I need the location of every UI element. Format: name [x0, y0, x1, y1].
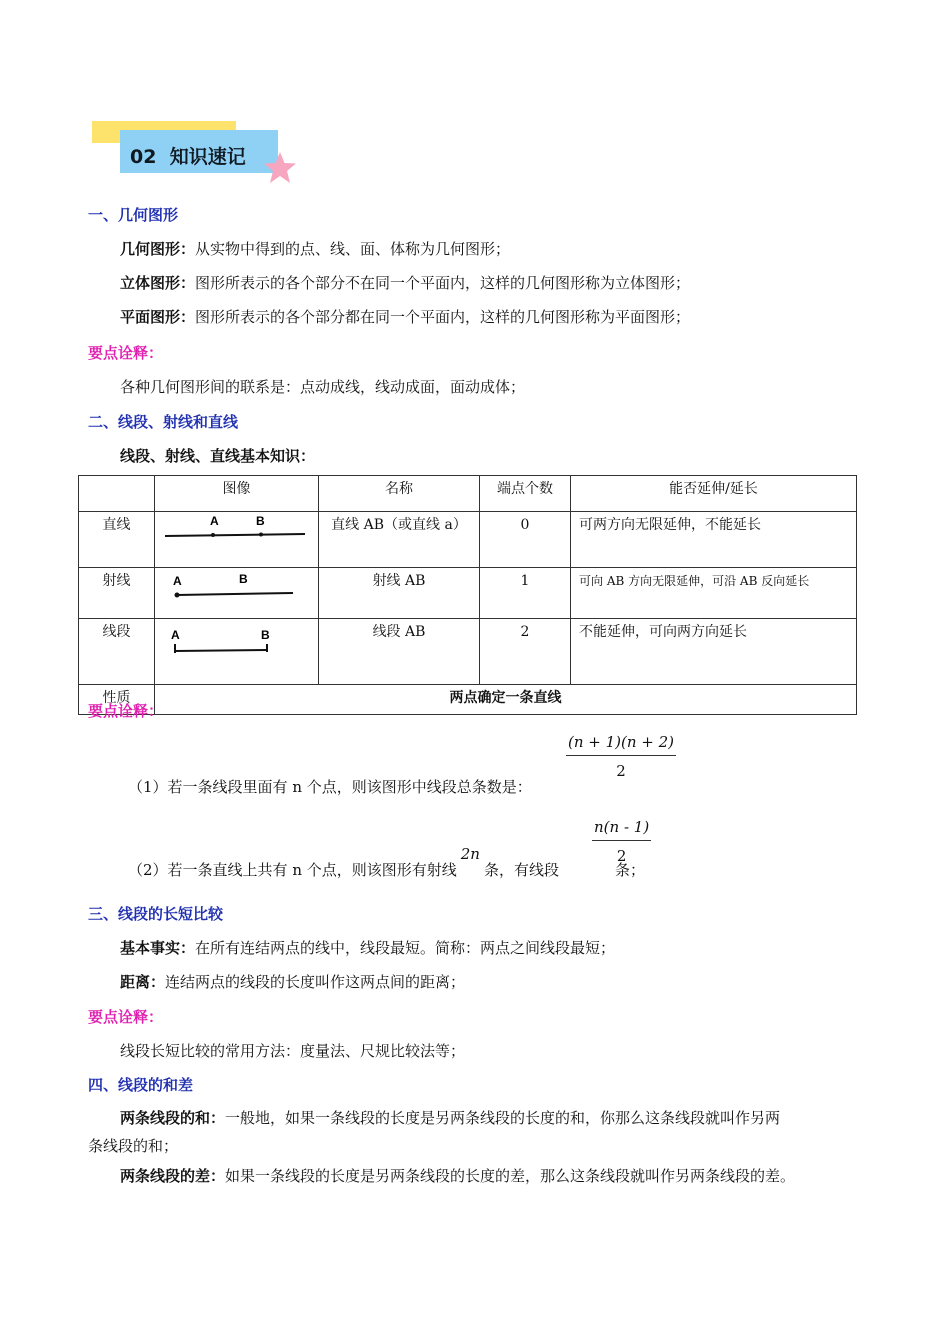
- svg-text:A: A: [210, 514, 219, 528]
- term-label: 立体图形：: [120, 274, 196, 292]
- s3-note-label: 要点诠释：: [88, 1008, 164, 1026]
- table-row: [79, 619, 857, 685]
- formula-rays: 2n: [460, 845, 480, 863]
- header-cell: 端点个数: [480, 476, 571, 512]
- s2-note-label: 要点诠释：: [88, 702, 164, 720]
- svg-text:B: B: [261, 628, 270, 642]
- row-endpoints: 2: [480, 619, 571, 685]
- section-3-heading: 三、线段的长短比较: [88, 905, 224, 923]
- row-endpoints: 1: [480, 568, 571, 619]
- star-icon: [262, 150, 298, 186]
- formula-segments-count: [566, 733, 676, 780]
- s2-note-2: [128, 845, 645, 880]
- row-name: 线段 AB: [319, 619, 480, 685]
- term-text: 在所有连结两点的线中，线段最短。简称：两点之间线段最短；: [195, 939, 616, 957]
- basics-table: [78, 475, 857, 715]
- row-extend: 可两方向无限延伸，不能延长: [571, 512, 857, 568]
- term-text: 图形所表示的各个部分不在同一个平面内，这样的几何图形称为立体图形；: [195, 274, 691, 292]
- row-type: 线段: [79, 619, 155, 685]
- header-cell: 名称: [319, 476, 480, 512]
- ray-diagram: [155, 568, 319, 612]
- s3-note-text: 线段长短比较的常用方法：度量法、尺规比较法等；: [120, 1042, 466, 1060]
- term-label: 两条线段的差：: [120, 1167, 226, 1185]
- section-1-heading: 一、几何图形: [88, 206, 179, 224]
- formula-numerator: (n + 1)(n + 2): [566, 733, 676, 756]
- s4-sum-line1: [120, 1107, 780, 1128]
- row-name: 直线 AB（或直线 a）: [319, 512, 480, 568]
- section-4-heading: 四、线段的和差: [88, 1076, 194, 1094]
- s3-item-basic-fact: [120, 937, 615, 958]
- s1-item-plane-figure: [120, 306, 690, 327]
- ray-figure-cell: [155, 568, 319, 619]
- term-label: 几何图形：: [120, 240, 196, 258]
- row-type: 直线: [79, 512, 155, 568]
- term-text: 如果一条线段的长度是另两条线段的长度的差，那么这条线段就叫作另两条线段的差。: [225, 1167, 796, 1185]
- property-text: 两点确定一条直线: [155, 685, 857, 715]
- term-label: 基本事实：: [120, 939, 196, 957]
- table-header-row: [79, 476, 857, 512]
- term-text: 连结两点的线段的长度叫作这两点间的距离；: [165, 973, 466, 991]
- term-label: 两条线段的和：: [120, 1109, 226, 1127]
- header-cell: 能否延伸/延长: [571, 476, 857, 512]
- s1-item-solid-figure: [120, 272, 690, 293]
- s2-subheading: 线段、射线、直线基本知识：: [120, 447, 316, 465]
- property-label: 性质: [79, 685, 155, 715]
- term-label: 距离：: [120, 973, 166, 991]
- formula-denominator: 2: [616, 762, 626, 780]
- s4-difference: [120, 1165, 795, 1186]
- row-type: 射线: [79, 568, 155, 619]
- header-cell: 图像: [155, 476, 319, 512]
- formula-numerator: n(n - 1): [592, 818, 651, 841]
- section-banner: [130, 142, 246, 169]
- header-cell: [79, 476, 155, 512]
- svg-text:B: B: [256, 514, 265, 528]
- formula-denominator: 2: [616, 847, 627, 865]
- term-text: 一般地，如果一条线段的长度是另两条线段的长度的和，你那么这条线段就叫作另两: [225, 1109, 781, 1127]
- banner-number: 02: [130, 146, 157, 168]
- row-extend: 不能延伸，可向两方向延长: [571, 619, 857, 685]
- note2-part-c: 条；: [614, 861, 645, 879]
- s3-item-distance: [120, 971, 465, 992]
- segment-diagram: [155, 619, 319, 678]
- s1-note-label: 要点诠释：: [88, 344, 164, 362]
- term-label: 平面图形：: [120, 308, 196, 326]
- term-text: 图形所表示的各个部分都在同一个平面内，这样的几何图形称为平面图形；: [195, 308, 691, 326]
- term-text: 从实物中得到的点、线、面、体称为几何图形；: [195, 240, 511, 258]
- s1-note-text: 各种几何图形间的联系是：点动成线，线动成面，面动成体；: [120, 378, 526, 396]
- row-name: 射线 AB: [319, 568, 480, 619]
- banner-title: 知识速记: [169, 146, 246, 168]
- section-2-heading: 二、线段、射线和直线: [88, 413, 239, 431]
- s1-item-geometric-figure: [120, 238, 510, 259]
- formula-lines-count: [592, 818, 651, 865]
- table-row: [79, 512, 857, 568]
- note2-part-a: （2）若一条直线上共有 n 个点，则该图形有射线: [128, 861, 457, 879]
- segment-figure-cell: [155, 619, 319, 685]
- s2-note-1: （1）若一条线段里面有 n 个点，则该图形中线段总条数是：: [128, 778, 532, 796]
- table-row: [79, 568, 857, 619]
- table-row: [79, 685, 857, 715]
- svg-text:A: A: [171, 628, 180, 642]
- row-endpoints: 0: [480, 512, 571, 568]
- s4-sum-line2: 条线段的和；: [88, 1137, 179, 1155]
- line-figure-cell: [155, 512, 319, 568]
- line-diagram: [155, 512, 319, 561]
- row-extend: 可向 AB 方向无限延伸，可沿 AB 反向延长: [571, 568, 857, 619]
- svg-text:A: A: [173, 574, 182, 588]
- svg-text:B: B: [239, 572, 248, 586]
- note2-part-b: 条，有线段: [483, 861, 559, 879]
